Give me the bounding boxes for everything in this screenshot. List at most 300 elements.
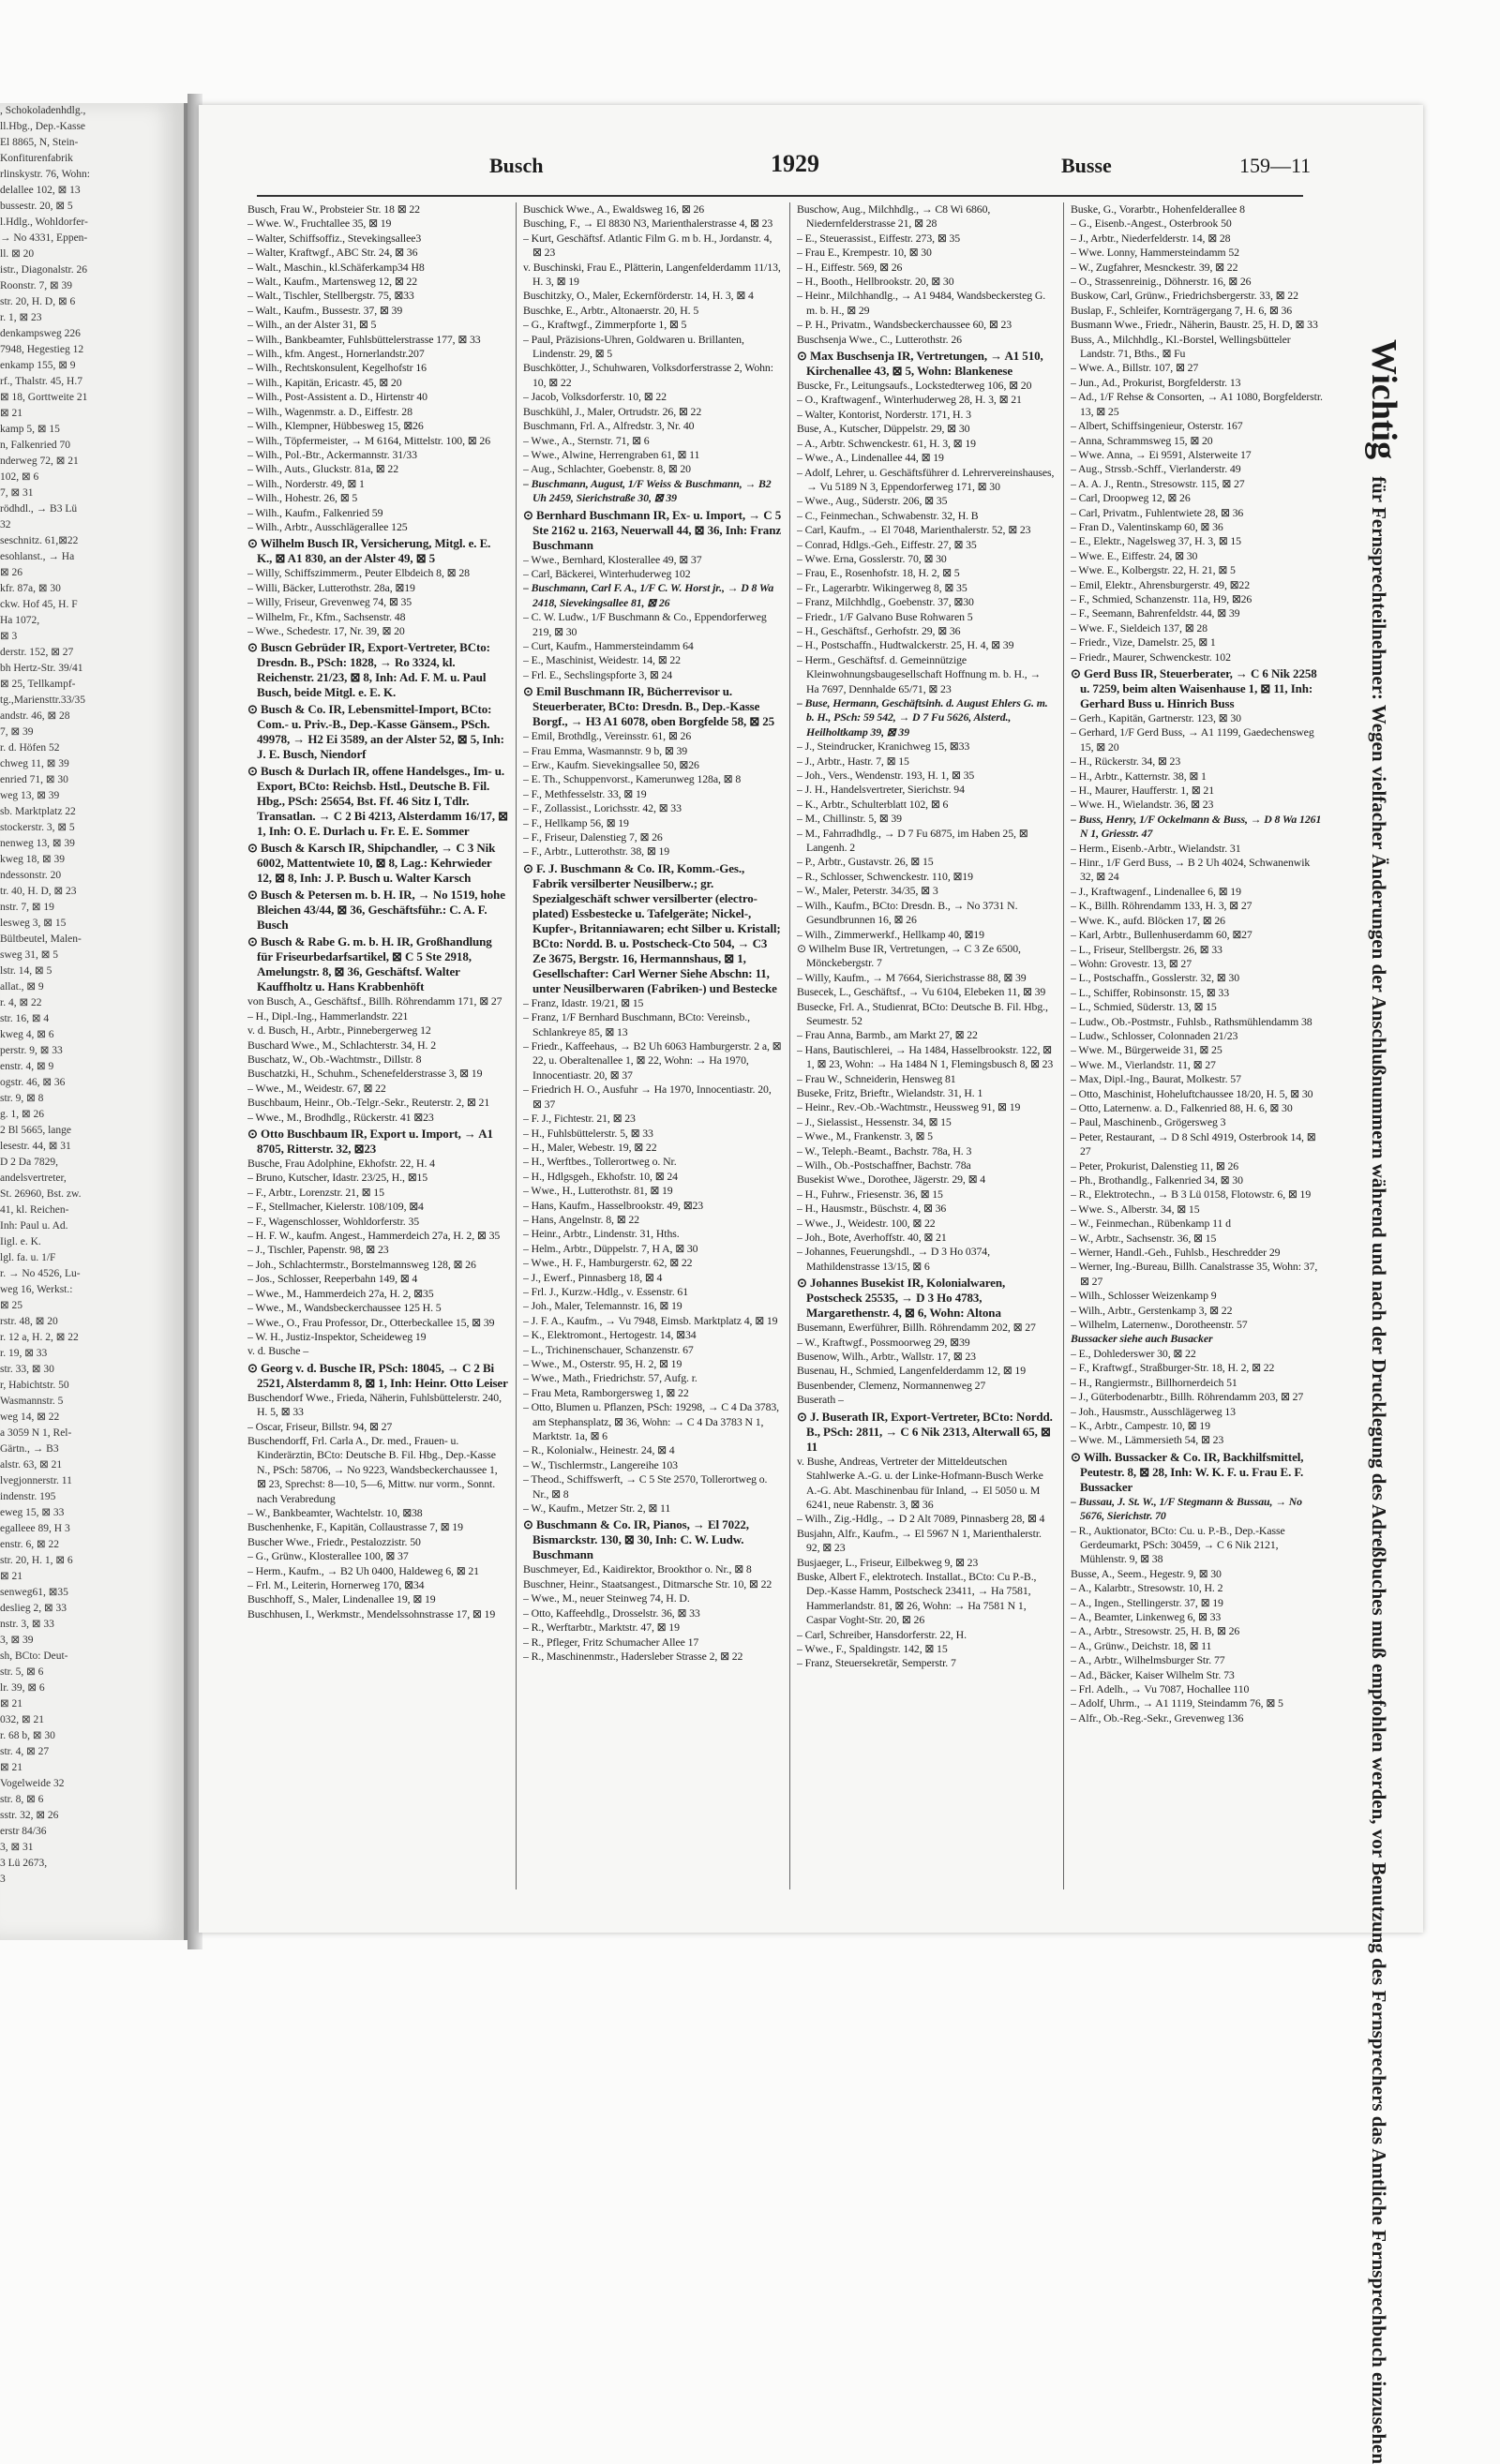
directory-entry: – Ludw., Ob.-Postmstr., Fuhlsb., Rathsmühlendamm 38 (1071, 1014, 1312, 1028)
firm-entry: ⊙ Bernhard Buschmann IR, Ex- u. Import, → C 5 Ste 2162 u. 2163, Neuerwall 44, ⊠ 36, Inh: Franz Buschmann (523, 507, 782, 552)
prev-page-line: str. 9, ⊠ 8 (0, 1093, 44, 1104)
directory-entry: – J. H., Handelsvertreter, Sierichstr. 94 (797, 783, 965, 797)
prev-page-line: bh Hertz-Str. 39/41 (0, 663, 83, 674)
directory-entry: – Wilhelm, Laternenw., Dorotheenstr. 57 (1071, 1318, 1248, 1332)
directory-entry: v. Bushe, Andreas, Vertreter der Mitteldeutschen Stahlwerke A.-G. u. der Linke-Hofmann-Busch Werke A.-G. Abt. Maschinenbau für Inland, → El 5050 u. M 6241, neue Rabenstr. 3, ⊠ 36 (797, 1454, 1043, 1511)
directory-entry: – Wwe., Alwine, Herrengraben 61, ⊠ 11 (523, 447, 700, 461)
directory-entry: – H. F. W., kaufm. Angest., Hammerdeich 27a, H. 2, ⊠ 35 (248, 1229, 501, 1243)
directory-entry: – Wwe., Aug., Süderstr. 206, ⊠ 35 (797, 494, 948, 508)
directory-entry: Buschitzky, O., Maler, Eckernförderstr. 14, H. 3, ⊠ 4 (523, 289, 754, 303)
directory-entry: – J., Tischler, Papenstr. 98, ⊠ 23 (248, 1243, 389, 1257)
directory-entry: – K., Arbtr., Schulterblatt 102, ⊠ 6 (797, 797, 949, 811)
directory-entry: – Frau, E., Rosenhofstr. 18, H. 2, ⊠ 5 (797, 566, 960, 580)
directory-entry: – Wwe., A., Sternstr. 71, ⊠ 6 (523, 433, 650, 447)
prev-page-line: sstr. 32, ⊠ 26 (0, 1810, 59, 1821)
firm-entry: ⊙ Busch & Durlach IR, offene Handelsges., Im- u. Export, BCto: Reichsb. Hstl., Deutsche B. Fil. Hbg., PSch: 25654, Bst. Ff. 46 Sitz I, Tdlr. Transatlan. → C 2 Bi 4213, Alsterdamm 16/17, ⊠ 1, Inh: O. E. Durlach u. Fr. E. E. Sommer (248, 764, 508, 839)
prev-page-line: str. 5, ⊠ 6 (0, 1666, 44, 1678)
directory-entry: – Karl, Arbtr., Bullenhuserdamm 60, ⊠27 (1071, 928, 1252, 942)
directory-entry: – A., Ingen., Stellingerstr. 37, ⊠ 19 (1071, 1595, 1223, 1609)
prev-page-line: sb. Marktplatz 22 (0, 806, 76, 817)
directory-entry: Buschmann, Frl. A., Alfredstr. 3, Nr. 40 (523, 419, 695, 433)
directory-entry: – Hans, Bautischlerei, → Ha 1484, Hasselbrookstr. 122, ⊠ 1, ⊠ 23, Wohn: → Ha 1484 N 1, Flemingsbusch 8, ⊠ 23 (797, 1042, 1054, 1071)
directory-entry: – Wwe., J., Weidestr. 100, ⊠ 22 (797, 1216, 936, 1230)
directory-entry: – Joh., Schlachtermstr., Borstelmannsweg 128, ⊠ 26 (248, 1257, 476, 1271)
directory-entry: – Carl, Droopweg 12, ⊠ 26 (1071, 491, 1191, 505)
directory-entry: – H., Maurer, Haufferstr. 1, ⊠ 21 (1071, 784, 1214, 798)
prev-page-line: nstr. 7, ⊠ 19 (0, 902, 54, 913)
column-divider (516, 202, 517, 1889)
directory-entry: – R., Elektrotechn., → B 3 Lü 0158, Flotowstr. 6, ⊠ 19 (1071, 1187, 1312, 1202)
prev-page-line: lesestr. 44, ⊠ 31 (0, 1141, 71, 1152)
directory-entry: – Heinr., Milchhandlg., → A1 9484, Wandsbeckersteg G. m. b. H., ⊠ 29 (797, 289, 1046, 317)
prev-page-line: egalleee 89, H 3 (0, 1523, 70, 1534)
directory-entry: – W., Feinmechan., Rübenkamp 11 d (1071, 1217, 1231, 1231)
directory-entry: v. Buschinski, Frau E., Plätterin, Langenfelderdamm 11/13, H. 3, ⊠ 19 (523, 260, 781, 289)
directory-entry: – Wilh., Hohestr. 26, ⊠ 5 (248, 491, 358, 505)
directory-entry: – K., Arbtr., Campestr. 10, ⊠ 19 (1071, 1418, 1210, 1432)
prev-page-line: ⊠ 21 (0, 1698, 23, 1710)
directory-entry: – Walter, Kontorist, Norderstr. 171, H. 3 (797, 407, 971, 421)
column-3 (797, 202, 1056, 1918)
prev-page-line: Vogelweide 32 (0, 1778, 65, 1789)
header-rule (257, 195, 1303, 197)
prev-page-line: weg 14, ⊠ 22 (0, 1411, 60, 1423)
notice-text: für Fernsprechteilnehmer: Wegen vielfacher Änderungen der Anschlußnummern während und nach der Drucklegung des Adreßbuches muß empfohlen werden, vor Benutzung des Fernsprechers das Amtliche Fernsprechbuch einzusehen (1368, 476, 1390, 2464)
directory-entry: – H., Hdlgsgeh., Ekhofstr. 10, ⊠ 24 (523, 1169, 678, 1183)
prev-page-line: enkamp 155, ⊠ 9 (0, 360, 76, 371)
directory-entry: – Wilh., Post-Assistent a. D., Hirtenstr 40 (248, 390, 428, 404)
header-left-word: Busch (489, 154, 544, 177)
directory-entry: Buschatzki, H., Schuhm., Schenefelderstrasse 3, ⊠ 19 (248, 1067, 483, 1081)
prev-page-line: 7, ⊠ 31 (0, 487, 34, 499)
prev-page-line: kfr. 87a, ⊠ 30 (0, 583, 61, 594)
directory-entry: Busche, Frau Adolphine, Ekhofstr. 22, H. 4 (248, 1157, 435, 1171)
directory-entry: – Alfr., Ob.-Reg.-Sekr., Grevenweg 136 (1071, 1710, 1244, 1725)
directory-entry: – J., Steindrucker, Kranichweg 15, ⊠33 (797, 739, 970, 754)
prev-page-line: nderweg 72, ⊠ 21 (0, 455, 79, 467)
directory-entry: ⊙ Wilhelm Buse IR, Vertretungen, → C 3 Ze 6500, Mönckebergstr. 7 (797, 941, 1021, 970)
directory-entry: – Buss, Henry, 1/F Ockelmann & Buss, → D 8 Wa 1261 N 1, Griesstr. 47 (1071, 812, 1322, 841)
prev-page-line: a 3059 N 1, Rel- (0, 1427, 72, 1439)
directory-entry: – R., Auktionator, BCto: Cu. u. P.-B., Dep.-Kasse Gerdeumarkt, PSch: 30459, → C 6 Nik 2121, Mühlenstr. 9, ⊠ 38 (1071, 1523, 1285, 1566)
prev-page-line: weg 13, ⊠ 39 (0, 790, 60, 801)
prev-page-line: Gärtn., → B3 (0, 1443, 59, 1455)
notice-title: Wichtig (1364, 339, 1403, 460)
directory-entry: – Wwe., Schedestr. 17, Nr. 39, ⊠ 20 (248, 623, 405, 637)
directory-entry: – Wwe., H. F., Hamburgerstr. 62, ⊠ 22 (523, 1256, 693, 1270)
directory-entry: – Frau E., Krempestr. 10, ⊠ 30 (797, 246, 932, 260)
directory-entry: – Franz, Milchhdlg., Goebenstr. 37, ⊠30 (797, 595, 974, 609)
prev-page-line: str. 8, ⊠ 6 (0, 1794, 44, 1805)
directory-entry: – Kurt, Geschäftsf. Atlantic Film G. m b. H., Jordanstr. 4, ⊠ 23 (523, 231, 772, 260)
directory-entry: – H., Fuhrw., Friesenstr. 36, ⊠ 15 (797, 1187, 943, 1201)
directory-entry: – Wwe., M., Weidestr. 67, ⊠ 22 (248, 1081, 386, 1095)
directory-entry: – Wwe., F., Spaldingstr. 142, ⊠ 15 (797, 1641, 948, 1655)
header-right-word: Busse (1061, 154, 1112, 177)
directory-entry: – Emil, Brothdlg., Vereinsstr. 61, ⊠ 26 (523, 729, 692, 743)
prev-page-line: ⊠ 26 (0, 567, 23, 578)
directory-entry: – H., Arbtr., Katternstr. 38, ⊠ 1 (1071, 769, 1207, 783)
directory-entry: – F., Hellkamp 56, ⊠ 19 (523, 815, 629, 829)
prev-page-line: tr. 40, H. D, ⊠ 23 (0, 886, 77, 897)
directory-entry: – Frl. Adelh., → Vu 7087, Hochallee 110 (1071, 1682, 1250, 1695)
directory-entry: – K., Elektromont., Hertogestr. 14, ⊠34 (523, 1328, 697, 1342)
directory-entry: – Jacob, Volksdorferstr. 10, ⊠ 22 (523, 390, 667, 404)
firm-entry: ⊙ Buscn Gebrüder IR, Export-Vertreter, BCto: Dresdn. B., PSch: 1828, → Ro 3324, kl. Reichenstr. 21/23, ⊠ 8, Inh: Ad. F. M. u. Paul Busch, beide Mitgl. e. E. K. (248, 640, 490, 700)
directory-entry: – J., Arbtr., Hastr. 7, ⊠ 15 (797, 754, 909, 768)
directory-entry: – Wwe. S., Alberstr. 34, ⊠ 15 (1071, 1202, 1200, 1216)
directory-entry: – W., Maler, Peterstr. 34/35, ⊠ 3 (797, 884, 938, 898)
directory-entry: – E., Maschinist, Weidestr. 14, ⊠ 22 (523, 653, 681, 667)
directory-entry: – A., Grünw., Deichstr. 18, ⊠ 11 (1071, 1638, 1212, 1652)
directory-entry: – W., Kraftwgf., Possmoorweg 29, ⊠39 (797, 1335, 970, 1349)
directory-entry: – Frl. J., Kurzw.-Hdlg., v. Essenstr. 61 (523, 1284, 689, 1298)
directory-entry: – Walter, Kraftwgf., ABC Str. 24, ⊠ 36 (248, 246, 418, 260)
directory-entry: – W., Arbtr., Sachsenstr. 36, ⊠ 15 (1071, 1231, 1217, 1245)
directory-entry: – Wwe., M., Frankenstr. 3, ⊠ 5 (797, 1129, 933, 1143)
directory-entry: Busjaeger, L., Friseur, Eilbekweg 9, ⊠ 23 (797, 1555, 979, 1569)
directory-entry: Busenbender, Clemenz, Normannenweg 27 (797, 1378, 986, 1392)
directory-entry: – Wilh., Wagenmstr. a. D., Eiffestr. 28 (248, 404, 412, 418)
prev-page-line: senweg61, ⊠35 (0, 1587, 68, 1598)
directory-entry: – Ph., Brothandlg., Falkenried 34, ⊠ 30 (1071, 1173, 1243, 1187)
directory-entry: – J., Kraftwagenf., Lindenallee 6, ⊠ 19 (1071, 884, 1241, 898)
directory-entry: – Wilh., Kapitän, Ericastr. 45, ⊠ 20 (248, 375, 402, 389)
prev-page-line: ⊠ 21 (0, 1762, 23, 1773)
directory-entry: – Franz, 1/F Bernhard Buschmann, BCto: Vereinsb., Schlankreye 85, ⊠ 13 (523, 1010, 750, 1038)
prev-page-line: nstr. 3, ⊠ 33 (0, 1619, 54, 1630)
directory-entry: – Wwe. H., Wielandstr. 36, ⊠ 23 (1071, 798, 1214, 812)
directory-entry: – Wwe. Lonny, Hammersteindamm 52 (1071, 246, 1239, 260)
directory-entry: – Hans, Kaufm., Hasselbrookstr. 49, ⊠23 (523, 1198, 704, 1212)
prev-page-line: istr., Diagonalstr. 26 (0, 264, 87, 276)
directory-entry: – Ad., 1/F Rehse & Consorten, → A1 1080, Borgfelderstr. 13, ⊠ 25 (1071, 390, 1323, 418)
prev-page-line: 3, ⊠ 31 (0, 1842, 34, 1853)
firm-entry: ⊙ J. Buserath IR, Export-Vertreter, BCto: Nordd. B., PSch: 2811, → C 6 Nik 2313, Alterwall 65, ⊠ 11 (797, 1409, 1053, 1454)
directory-entry: – Frl. E., Sechslingspforte 3, ⊠ 24 (523, 667, 673, 681)
prev-page-line: Roonstr. 7, ⊠ 39 (0, 280, 73, 291)
directory-entry: – Jos., Schlosser, Reeperbahn 149, ⊠ 4 (248, 1272, 418, 1286)
directory-entry: – W., Zugfahrer, Mesnckestr. 39, ⊠ 22 (1071, 260, 1238, 274)
directory-entry: Buschard Wwe., M., Schlachterstr. 34, H. 2 (248, 1038, 437, 1052)
directory-entry: – Friedr., Kaffeehaus, → B2 Uh 6063 Hamburgerstr. 2 a, ⊠ 22, u. Oberaltenallee 1, ⊠ 22, Wohn: → Ha 1970, Innocentiastr. 20, ⊠ 37 (523, 1039, 782, 1082)
directory-entry: – M., Fahrradhdlg., → D 7 Fu 6875, im Haben 25, ⊠ Langenh. 2 (797, 826, 1028, 855)
directory-entry: – Wwe. F., Sieldeich 137, ⊠ 28 (1071, 620, 1208, 635)
directory-entry: – Herm., Kaufm., → B2 Uh 0400, Haldeweg 6, ⊠ 21 (248, 1563, 479, 1577)
prev-page-line: lgl. fa. u. 1/F (0, 1252, 56, 1263)
directory-entry: – F., Friseur, Dalenstieg 7, ⊠ 26 (523, 830, 663, 844)
directory-entry: – Wwe. M., Bürgerweide 31, ⊠ 25 (1071, 1043, 1222, 1057)
directory-entry: – L., Schmied, Süderstr. 13, ⊠ 15 (1071, 1000, 1217, 1014)
directory-entry: Buske, G., Vorarbtr., Hohenfelderallee 8 (1071, 202, 1245, 216)
directory-entry: – Joh., Bote, Averhoffstr. 40, ⊠ 21 (797, 1231, 947, 1245)
directory-entry: – Carl, Bäckerei, Winterhuderweg 102 (523, 566, 691, 580)
prev-page-line: 2 Bl 5665, lange (0, 1125, 72, 1136)
directory-entry: – Otto, Laternenw. a. D., Falkenried 88, H. 6, ⊠ 30 (1071, 1100, 1293, 1114)
directory-entry: – Hans, Angelnstr. 8, ⊠ 22 (523, 1212, 639, 1226)
directory-entry: – Jun., Ad., Prokurist, Borgfelderstr. 13 (1071, 375, 1241, 389)
directory-entry: – Friedr., Vize, Damelstr. 25, ⊠ 1 (1071, 635, 1216, 650)
prev-page-line: D 2 Da 7829, (0, 1157, 58, 1168)
prev-page-line: enstr. 6, ⊠ 22 (0, 1539, 59, 1550)
directory-entry: – Joh., Maler, Telemannstr. 16, ⊠ 19 (523, 1299, 682, 1313)
directory-entry: – Walt., Tischler, Stellbergstr. 75, ⊠33 (248, 289, 414, 303)
prev-page-line: r. 4, ⊠ 22 (0, 997, 42, 1008)
directory-entry: – Wilh., Rechtskonsulent, Kegelhofstr 16 (248, 361, 427, 375)
directory-entry: – L., Friseur, Stellbergstr. 26, ⊠ 33 (1071, 942, 1222, 956)
directory-entry: – R., Maschinenmstr., Hadersleber Strasse 2, ⊠ 22 (523, 1649, 743, 1663)
directory-entry: – J., Ewerf., Pinnasberg 18, ⊠ 4 (523, 1270, 663, 1284)
directory-entry: – Willy, Schiffszimmerm., Peuter Elbdeich 8, ⊠ 28 (248, 566, 470, 580)
directory-entry: Bussacker siehe auch Busacker (1071, 1332, 1213, 1346)
prev-page-line: andstr. 46, ⊠ 28 (0, 710, 70, 722)
column-divider (789, 202, 790, 1889)
prev-page-line: str. 16, ⊠ 4 (0, 1013, 50, 1024)
directory-entry: Buserath – (797, 1393, 844, 1407)
directory-entry: – F., Wagenschlosser, Wohldorferstr. 35 (248, 1214, 420, 1228)
directory-entry: Buskow, Carl, Grünw., Friedrichsbergerstr. 33, ⊠ 22 (1071, 289, 1298, 303)
directory-entry: – H., Maler, Webestr. 19, ⊠ 22 (523, 1140, 657, 1154)
directory-entry: – Buschmann, August, 1/F Weiss & Buschmann, → B2 Uh 2459, Sierichstraße 30, ⊠ 39 (523, 476, 772, 505)
directory-entry: – H., Rangiermstr., Billhornerdeich 51 (1071, 1375, 1238, 1389)
directory-entry: – L., Schiffer, Robinsonstr. 15, ⊠ 33 (1071, 985, 1230, 999)
prev-page-line: r. 68 b, ⊠ 30 (0, 1730, 55, 1741)
prev-page-line: chweg 11, ⊠ 39 (0, 758, 69, 769)
directory-entry: – A., Beamter, Linkenweg 6, ⊠ 33 (1071, 1609, 1222, 1623)
directory-entry: – Wilh., Kaufm., Falkenried 59 (248, 505, 383, 519)
directory-entry: Busse, A., Seem., Hegestr. 9, ⊠ 30 (1071, 1566, 1222, 1580)
directory-entry: – F., Arbtr., Lorenzstr. 21, ⊠ 15 (248, 1185, 384, 1199)
prev-page-line: St. 26960, Bst. zw. (0, 1188, 82, 1200)
prev-page-line: ⊠ 25, Tellkampf- (0, 679, 76, 690)
column-4 (1071, 202, 1324, 1918)
directory-entry: – Fr., Lagerarbtr. Wikingerweg 8, ⊠ 35 (797, 580, 968, 594)
directory-entry: – Friedr., Maurer, Schwenckestr. 102 (1071, 650, 1231, 664)
prev-page-line: andelsvertreter, (0, 1172, 67, 1184)
directory-entry: – Carl, Schreiber, Hansdorferstr. 22, H. (797, 1627, 967, 1641)
prev-page-line: kweg 4, ⊠ 6 (0, 1029, 54, 1040)
directory-entry: – Ludw., Schlosser, Colonnaden 21/23 (1071, 1028, 1238, 1042)
prev-page-line: 102, ⊠ 6 (0, 471, 39, 483)
directory-entry: – Gerh., Kapitän, Gartnerstr. 123, ⊠ 30 (1071, 711, 1241, 724)
firm-entry: ⊙ Max Buschsenja IR, Vertretungen, → A1 510, Kirchenallee 43, ⊠ 5, Wohn: Blankenese (797, 349, 1043, 379)
directory-entry: – J., Güterbodenarbtr., Billh. Röhrendamm 203, ⊠ 27 (1071, 1390, 1304, 1404)
directory-entry: – F., Methfesselstr. 33, ⊠ 19 (523, 786, 647, 800)
prev-page-line: lvegjonnerstr. 11 (0, 1475, 72, 1486)
firm-entry: ⊙ Busch & Rabe G. m. b. H. IR, Großhandlung für Friseurbedarfsartikel, ⊠ C 5 Ste 2918, Amelungstr. 8, ⊠ 36, Geschäftsf. Walter Kauffholtz u. Hans Krabbenhöft (248, 934, 492, 994)
prev-page-line: rödhdl., → B3 Lü (0, 503, 78, 515)
directory-entry: – Werner, Handl.-Geh., Fuhlsb., Heschredder 29 (1071, 1246, 1281, 1260)
directory-entry: – Wwe., H., Lutterothstr. 81, ⊠ 19 (523, 1184, 673, 1198)
directory-entry: – F., Arbtr., Lutterothstr. 38, ⊠ 19 (523, 844, 670, 859)
prev-page-line: esohlanst., → Ha (0, 551, 75, 562)
prev-page-line: ll. ⊠ 20 (0, 248, 35, 260)
firm-entry: ⊙ Busch & Petersen m. b. H. IR, → No 1519, hohe Bleichen 43/44, ⊠ 36, Geschäftsführ.: C. A. F. Busch (248, 888, 505, 933)
directory-entry: – Wwe., O., Frau Professor, Dr., Otterbeckallee 15, ⊠ 39 (248, 1315, 495, 1329)
directory-entry: – R., Werftarbtr., Marktstr. 47, ⊠ 19 (523, 1620, 680, 1635)
directory-entry: – L., Postschaffn., Gosslerstr. 32, ⊠ 30 (1071, 971, 1239, 985)
directory-entry: – O., Strassenreinig., Döhnerstr. 16, ⊠ 26 (1071, 275, 1252, 289)
directory-entry: – Frau W., Schneiderin, Hensweg 81 (797, 1071, 956, 1085)
directory-entry: – C. W. Ludw., 1/F Buschmann & Co., Eppendorferweg 219, ⊠ 30 (523, 610, 767, 638)
directory-entry: – J. F. A., Kaufm., → Vu 7948, Eimsb. Marktplatz 4, ⊠ 19 (523, 1313, 778, 1327)
prev-page-line: str. 4, ⊠ 27 (0, 1746, 50, 1757)
prev-page-line: allat., ⊠ 9 (0, 981, 44, 993)
prev-page-line: 3 Lü 2673, (0, 1858, 48, 1869)
directory-entry: – F., Kraftwgf., Straßburger-Str. 18, H. 2, ⊠ 22 (1071, 1361, 1275, 1375)
directory-entry: – Theod., Schiffswerft, → C 5 Ste 2570, Tollerortweg o. Nr., ⊠ 8 (523, 1472, 768, 1501)
directory-entry: – J., Sielassist., Hessenstr. 34, ⊠ 15 (797, 1114, 952, 1128)
directory-entry: – Heinr., Arbtr., Lindenstr. 31, Hths. (523, 1227, 680, 1241)
directory-entry: Busching, F., → El 8830 N3, Marienthalerstrasse 4, ⊠ 23 (523, 217, 773, 231)
directory-entry: – R., Pfleger, Fritz Schumacher Allee 17 (523, 1635, 699, 1649)
prev-page-line: str. 20, H. 1, ⊠ 6 (0, 1555, 73, 1566)
directory-entry: – Wilh., Norderstr. 49, ⊠ 1 (248, 476, 365, 490)
directory-entry: – W., Bankbeamter, Wachtelstr. 10, ⊠38 (248, 1505, 423, 1519)
directory-entry: – Wilh., Zig.-Hdlg., → D 2 Alt 7089, Pinnasberg 28, ⊠ 4 (797, 1512, 1045, 1526)
directory-entry: – Walter, Schiffsoffiz., Stevekingsallee3 (248, 231, 422, 245)
directory-entry: – E., Dohlederswer 30, ⊠ 22 (1071, 1346, 1196, 1360)
directory-entry: – Wwe., A., Lindenallee 44, ⊠ 19 (797, 451, 944, 465)
directory-entry: – Wilh., Klempner, Hübbesweg 15, ⊠26 (248, 419, 424, 433)
prev-page-line: seschnitz. 61,⊠22 (0, 535, 79, 546)
directory-entry: Buss, A., Milchhdlg., Kl.-Borstel, Wellingsbütteler Landstr. 71, Bths., ⊠ Fu (1071, 332, 1291, 361)
directory-entry: – Buschmann, Carl F. A., 1/F C. W. Horst jr., → D 8 Wa 2418, Sievekingsallee 81, ⊠ 26 (523, 581, 774, 609)
prev-page-line: 3 (0, 1874, 6, 1885)
directory-entry: Busenau, H., Schmied, Langenfelderdamm 12, ⊠ 19 (797, 1364, 1027, 1378)
directory-entry: – Frau Meta, Ramborgersweg 1, ⊠ 22 (523, 1385, 689, 1399)
directory-entry: – Wohn: Grovestr. 13, ⊠ 27 (1071, 956, 1192, 970)
prev-page-line: 032, ⊠ 21 (0, 1714, 45, 1725)
prev-page-line: r. 1, ⊠ 23 (0, 312, 42, 323)
directory-entry: – Wwe., M., Brodhdlg., Rückerstr. 41 ⊠23 (248, 1110, 434, 1124)
directory-entry: – H., Postschaffn., Hudtwalckerstr. 25, H. 4, ⊠ 39 (797, 638, 1014, 652)
directory-entry: v. d. Busch, H., Arbtr., Pinnebergerweg 12 (248, 1023, 431, 1038)
directory-entry: Busch, Frau W., Probsteier Str. 18 ⊠ 22 (248, 202, 420, 216)
directory-entry: – Wilh., Pol.-Btr., Ackermannstr. 31/33 (248, 447, 417, 461)
directory-entry: – Ad., Bäcker, Kaiser Wilhelm Str. 73 (1071, 1667, 1235, 1681)
firm-entry: ⊙ F. J. Buschmann & Co. IR, Komm.-Ges., Fabrik versilberter Neusilberw.; gr. Spezialgeschäft schwer versilberter (electro-plated) Essbestecke u. Tafelgeräte; Nickel-, Kupfer-, Britanniawaren; echt Silber u. Kristall; BCto: Nordd. B. u. Postscheck-Cto 504, → C3 Ze 3675, Bergstr. 16, Hermannshaus, ⊠ 1, Gesellschafter: Carl Werner Siehe Abschn: 11, unter Neusilberwaren (Fabriken-) und Bestecke (523, 860, 781, 995)
prev-page-line: nenweg 13, ⊠ 39 (0, 838, 75, 849)
directory-entry: Buschatz, W., Ob.-Wachtmstr., Dillstr. 8 (248, 1053, 422, 1066)
directory-entry: – Curt, Kaufm., Hammersteindamm 64 (523, 638, 694, 652)
directory-entry: – E. Th., Schuppenvorst., Kamerunweg 128a, ⊠ 8 (523, 772, 742, 786)
directory-entry: Buseke, Fritz, Brieftr., Wielandstr. 31, H. 1 (797, 1085, 983, 1099)
prev-page-line: deslieg 2, ⊠ 33 (0, 1603, 67, 1614)
firm-entry: ⊙ Buschmann & Co. IR, Pianos, → El 7022, Bismarckstr. 130, ⊠ 30, Inh: C. W. Ludw. Buschmann (523, 1517, 749, 1562)
prev-page-line: 32 (0, 519, 11, 530)
prev-page-line: rstr. 48, ⊠ 20 (0, 1316, 58, 1327)
directory-entry: – Johannes, Feuerungshdl., → D 3 Ho 0374, Mathildenstrasse 13/15, ⊠ 6 (797, 1245, 990, 1273)
directory-entry: – C., Feinmechan., Schwabenstr. 32, H. B (797, 508, 979, 522)
directory-entry: Buschkötter, J., Schuhwaren, Volksdorferstrasse 2, Wohn: 10, ⊠ 22 (523, 361, 773, 389)
directory-entry: – Paul, Maschinenb., Grögersweg 3 (1071, 1115, 1226, 1129)
directory-entry: Busjahn, Alfr., Kaufm., → El 5967 N 1, Marienthalerstr. 92, ⊠ 23 (797, 1526, 1042, 1555)
prev-page-line: 7948, Hegestieg 12 (0, 344, 84, 355)
prev-page-line: str. 33, ⊠ 30 (0, 1364, 54, 1375)
prev-page-line: lesweg 3, ⊠ 15 (0, 918, 67, 929)
prev-page-line: enried 71, ⊠ 30 (0, 774, 68, 785)
directory-entry: – J., Arbtr., Niederfelderstr. 14, ⊠ 28 (1071, 231, 1231, 245)
prev-page-line: 7, ⊠ 39 (0, 726, 34, 738)
prev-page-line: ⊠ 21 (0, 1571, 23, 1582)
directory-entry: – Bussau, J. St. W., 1/F Stegmann & Bussau, → No 5676, Sierichstr. 70 (1071, 1494, 1302, 1523)
prev-page-line: derstr. 152, ⊠ 27 (0, 647, 74, 658)
directory-entry: – Max, Dipl.-Ing., Baurat, Molkestr. 57 (1071, 1072, 1241, 1086)
directory-entry: – H., Hausmstr., Büschstr. 4, ⊠ 36 (797, 1202, 947, 1216)
directory-entry: – Peter, Prokurist, Dalenstieg 11, ⊠ 26 (1071, 1158, 1239, 1172)
directory-entry: – E., Steuerassist., Eiffestr. 273, ⊠ 35 (797, 231, 961, 245)
directory-entry: – Gerhard, 1/F Gerd Buss, → A1 1199, Gaedechensweg 15, ⊠ 20 (1071, 725, 1314, 754)
directory-entry: – Walt., Maschin., kl.Schäferkamp34 H8 (248, 260, 425, 274)
directory-entry: – H., Geschäftsf., Gerhofstr. 29, ⊠ 36 (797, 623, 961, 637)
column-2 (523, 202, 782, 1918)
directory-entry: – Wwe., Math., Friedrichstr. 57, Aufg. r. (523, 1371, 698, 1385)
directory-entry: Buschner, Heinr., Staatsangest., Ditmarsche Str. 10, ⊠ 22 (523, 1576, 772, 1590)
prev-page-line: Iigl. e. K. (0, 1236, 41, 1247)
prev-page-line: stockerstr. 3, ⊠ 5 (0, 822, 75, 833)
directory-entry: – P. H., Privatm., Wandsbeckerchaussee 60, ⊠ 23 (797, 318, 1012, 332)
directory-entry: – A., Kalarbtr., Stresowstr. 10, H. 2 (1071, 1581, 1223, 1595)
prev-page-line: Bültbeutel, Malen- (0, 933, 82, 945)
prev-page-line: ⊠ 25 (0, 1300, 23, 1311)
directory-entry: – Frau Anna, Barmb., am Markt 27, ⊠ 22 (797, 1028, 978, 1042)
directory-entry: Buschke, E., Arbtr., Altonaerstr. 20, H. 5 (523, 303, 699, 317)
directory-entry: – Friedrich H. O., Ausfuhr → Ha 1970, Innocentiastr. 20, ⊠ 37 (523, 1083, 772, 1111)
directory-entry: – Wilh., Kaufm., BCto: Dresdn. B., → No 3731 N. Gesundbrunnen 16, ⊠ 26 (797, 898, 1018, 927)
firm-entry: ⊙ Wilh. Bussacker & Co. IR, Backhilfsmittel, Peutestr. 8, ⊠ 28, Inh: W. K. F. u. Frau E. F. Bussacker (1071, 1449, 1304, 1494)
directory-entry: Busemann, Ewerführer, Billh. Röhrendamm 202, ⊠ 27 (797, 1321, 1036, 1335)
directory-entry: – Wilh., an der Alster 31, ⊠ 5 (248, 318, 377, 332)
directory-entry: – Anna, Schrammsweg 15, ⊠ 20 (1071, 433, 1213, 447)
directory-entry: – Walt., Kaufm., Bussestr. 37, ⊠ 39 (248, 303, 403, 317)
directory-entry: – Adolf, Lehrer, u. Geschäftsführer d. Lehrervereinshauses, → Vu 5189 N 3, Eppendorferweg 171, ⊠ 30 (797, 465, 1055, 493)
directory-entry: Buschkühl, J., Maler, Ortrudstr. 26, ⊠ 22 (523, 404, 702, 418)
prev-page-line: , Schokoladenhdlg., (0, 105, 86, 116)
directory-entry: – H., Fuhlsbüttelerstr. 5, ⊠ 33 (523, 1126, 653, 1140)
directory-entry: – Franz, Idastr. 19/21, ⊠ 15 (523, 995, 644, 1009)
directory-entry: – Bruno, Kutscher, Idastr. 23/25, H., ⊠15 (248, 1171, 428, 1185)
directory-entry: – Adolf, Uhrm., → A1 1119, Steindamm 76, ⊠ 5 (1071, 1696, 1283, 1710)
directory-entry: Buschmeyer, Ed., Kaidirektor, Brookthor o. Nr., ⊠ 8 (523, 1562, 752, 1576)
directory-entry: – Wwe., M., Wandsbeckerchaussee 125 H. 5 (248, 1301, 442, 1315)
directory-entry: – Wilhelm, Fr., Kfm., Sachsenstr. 48 (248, 609, 406, 623)
prev-page-line: ll.Hbg., Dep.-Kasse (0, 121, 86, 132)
directory-entry: – Peter, Restaurant, → D 8 Schl 4919, Osterbrook 14, ⊠ 27 (1071, 1129, 1316, 1158)
directory-entry: – Heinr., Rev.-Ob.-Wachtmstr., Heussweg 91, ⊠ 19 (797, 1100, 1021, 1114)
directory-entry: – Wilh., Auts., Gluckstr. 81a, ⊠ 22 (248, 462, 399, 476)
directory-entry: Busecek, L., Geschäftsf., → Vu 6104, Elebeken 11, ⊠ 39 (797, 985, 1046, 999)
directory-entry: – Wwe., M., Hammerdeich 27a, H. 2, ⊠35 (248, 1286, 434, 1300)
directory-entry: – G., Grünw., Klosterallee 100, ⊠ 37 (248, 1549, 409, 1563)
directory-entry: – Joh., Vers., Wendenstr. 193, H. 1, ⊠ 35 (797, 769, 975, 783)
directory-entry: – Willi, Bäcker, Lutterothstr. 28a, ⊠19 (248, 580, 415, 594)
directory-entry: – Paul, Präzisions-Uhren, Goldwaren u. Brillanten, Lindenstr. 29, ⊠ 5 (523, 332, 744, 361)
prev-page-line: → No 4331, Eppen- (0, 232, 88, 244)
directory-entry: – Buse, Hermann, Geschäftsinh. d. August Ehlers G. m. b. H., PSch: 59 542, → D 7 Fu 5626, Alsterd., Heilholtkamp 39, ⊠ 39 (797, 696, 1048, 739)
directory-entry: – Conrad, Hdlgs.-Geh., Eiffestr. 27, ⊠ 35 (797, 537, 977, 551)
prev-page-line: tg.,Mariensttr.33/35 (0, 694, 86, 706)
directory-entry: – E., Elektr., Nagelsweg 37, H. 3, ⊠ 15 (1071, 534, 1241, 548)
directory-entry: Busecke, Frl. A., Studienrat, BCto: Deutsche B. Fil. Hbg., Seumestr. 52 (797, 999, 1048, 1027)
directory-entry: Buschendorf Wwe., Frieda, Näherin, Fuhlsbüttelerstr. 240, H. 5, ⊠ 33 (248, 1390, 502, 1419)
prev-page-line: weg 16, Werkst.: (0, 1284, 73, 1295)
directory-entry: – H., Werftbes., Tollerortweg o. Nr. (523, 1155, 677, 1169)
directory-entry: – Wwe. W., Fruchtallee 35, ⊠ 19 (248, 217, 392, 231)
directory-entry: Buschenhenke, F., Kapitän, Collaustrasse 7, ⊠ 19 (248, 1520, 463, 1534)
directory-entry: – O., Kraftwagenf., Winterhuderweg 28, H. 3, ⊠ 21 (797, 393, 1022, 407)
directory-entry: – H., Dipl.-Ing., Hammerlandstr. 221 (248, 1008, 409, 1023)
